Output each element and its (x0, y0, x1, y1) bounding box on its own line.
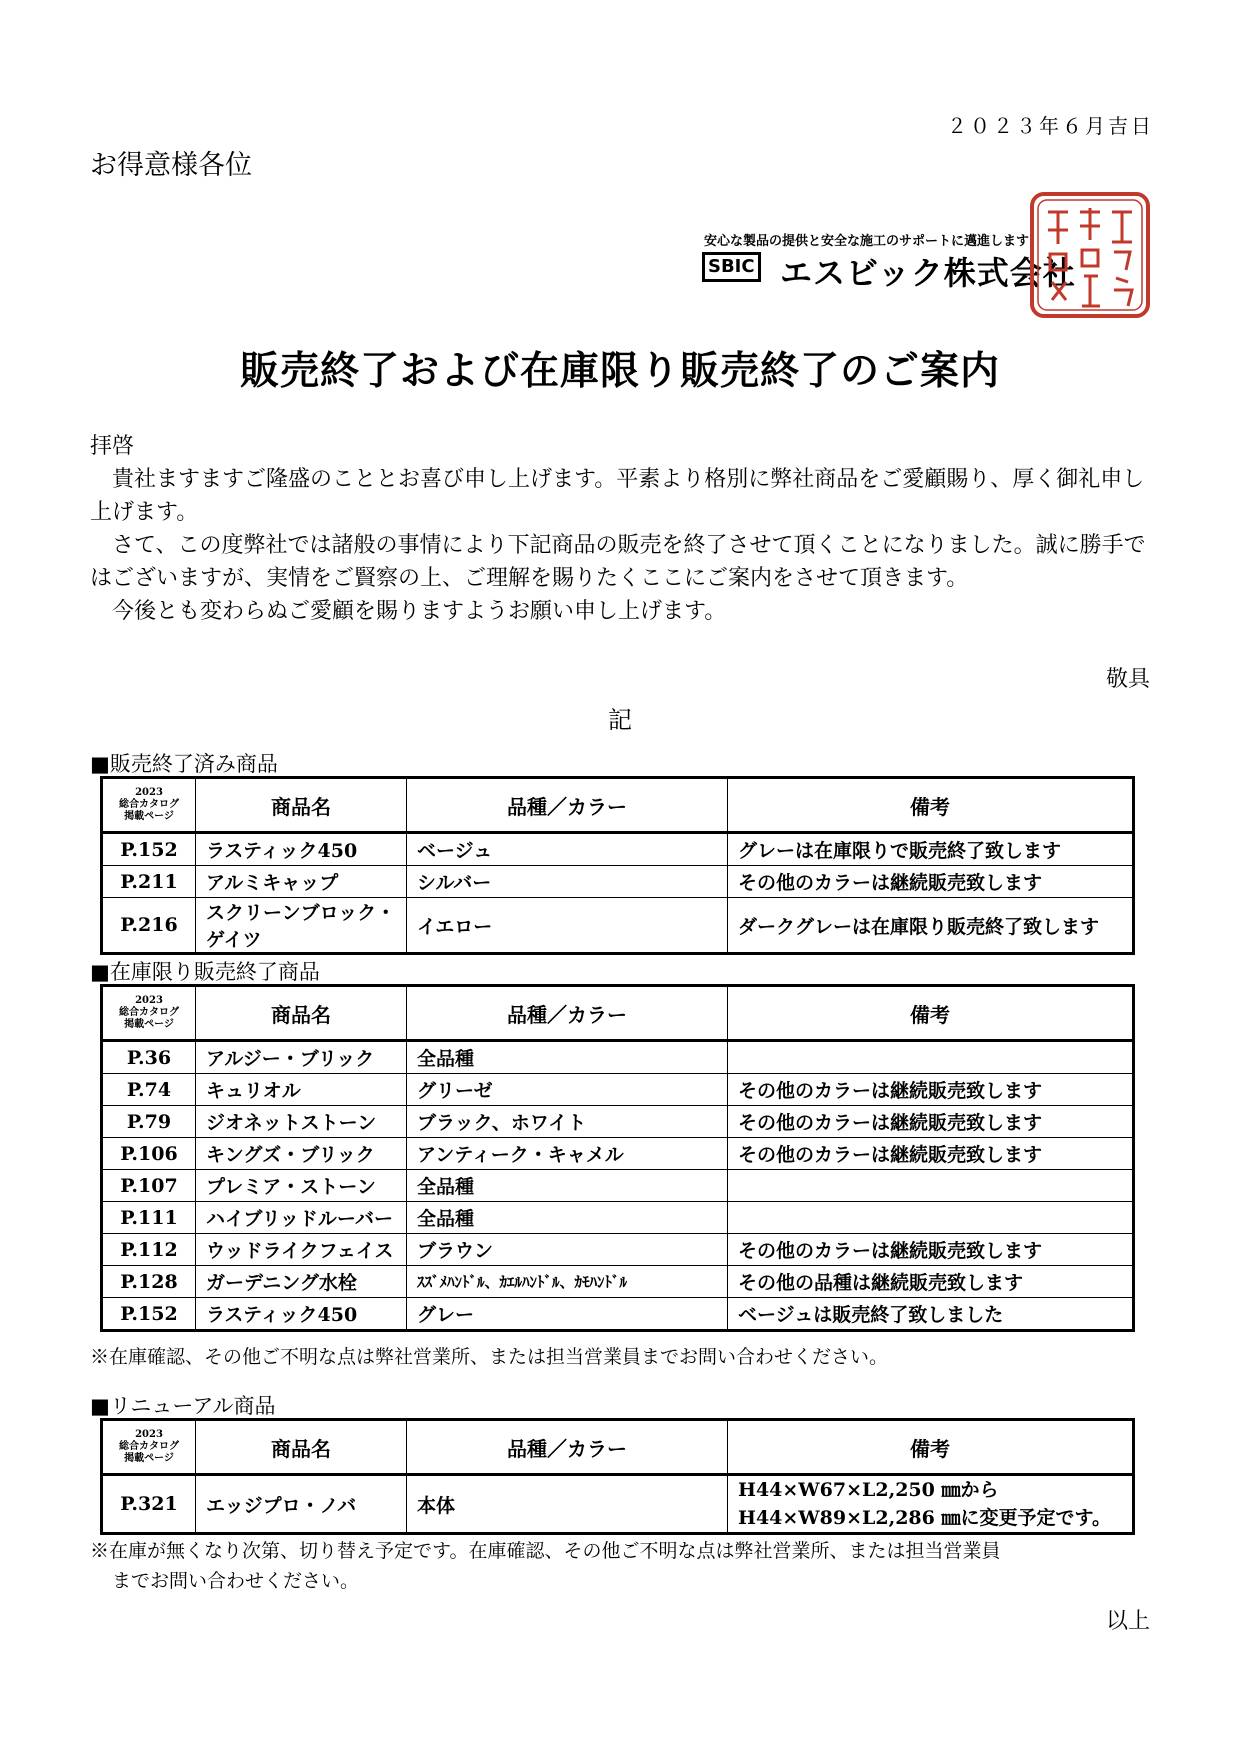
table-row: P.112 ウッドライクフェイス ブラウン その他のカラーは継続販売致します (102, 1234, 1134, 1266)
inquiry-note: ※在庫確認、その他ご不明な点は弊社営業所、または担当営業員までお問い合わせください。 (90, 1346, 889, 1368)
name-header: 商品名 (196, 986, 407, 1041)
table-row: P.106 キングズ・ブリック アンティーク・キャメル その他のカラーは継続販売致します (102, 1138, 1134, 1170)
remarks-header: 備考 (728, 778, 1134, 833)
renewal-note: ※在庫が無くなり次第、切り替え予定です。在庫確認、その他ご不明な点は弊社営業所、または担当営業員 までお問い合わせください。 (90, 1540, 1001, 1592)
name-header: 商品名 (196, 778, 407, 833)
document-title: 販売終了および在庫限り販売終了のご案内 (239, 349, 1000, 394)
renewal-table (100, 1418, 1135, 1535)
remarks-header: 備考 (728, 1420, 1134, 1475)
table-row: P.152 ラスティック450 ベージュ グレーは在庫限りで販売終了致します (102, 833, 1134, 866)
color-header: 品種／カラー (407, 778, 728, 833)
company-seal-icon (1028, 190, 1152, 320)
company-block (698, 190, 1158, 340)
letter-opening: 拝啓 (90, 434, 135, 459)
color-header: 品種／カラー (407, 1420, 728, 1475)
color-header: 品種／カラー (407, 986, 728, 1041)
section-heading-renewal: ■リニューアル商品 (90, 1394, 276, 1418)
company-name: エスビック株式会社 (780, 254, 1076, 292)
addressee: お得意様各位 (90, 150, 252, 181)
document-date: ２０２３年６月吉日 (947, 114, 1154, 138)
table-row: P.321 エッジプロ・ノバ 本体 H44×W67×L2,250 ㎜から H44×W89×L2,286 ㎜に変更予定です。 (102, 1475, 1134, 1534)
table-row: P.111 ハイブリッドルーバー 全品種 (102, 1202, 1134, 1234)
ki-heading: 記 (608, 706, 632, 734)
catalog-page-header: 2023 総合カタログ 掲載ページ (102, 986, 196, 1041)
section-heading-stock-limited: ■在庫限り販売終了商品 (90, 960, 320, 984)
table-row: P.152 ラスティック450 グレー ベージュは販売終了致しました (102, 1298, 1134, 1331)
renewal-remarks: H44×W67×L2,250 ㎜から H44×W89×L2,286 ㎜に変更予定です。 (728, 1475, 1134, 1534)
letter-end: 以上 (1105, 1609, 1150, 1634)
table-row: P.216 スクリーンブロック・ゲイツ イエロー ダークグレーは在庫限り販売終了致します (102, 898, 1134, 954)
table-row: P.74 キュリオル グリーゼ その他のカラーは継続販売致します (102, 1074, 1134, 1106)
company-tagline: 安心な製品の提供と安全な施工のサポートに邁進します (704, 234, 1030, 249)
discontinued-table (100, 776, 1135, 955)
table-row: P.107 プレミア・ストーン 全品種 (102, 1170, 1134, 1202)
letter-paragraph: さて、この度弊社では諸般の事情により下記商品の販売を終了させて頂くことになりました。誠に勝手ではございますが、実情をご賢察の上、ご理解を賜りたくここにご案内をさせて頂きます。 (90, 533, 1146, 591)
letter-closing: 敬具 (1105, 667, 1150, 692)
catalog-page-header: 2023 総合カタログ 掲載ページ (102, 1420, 196, 1475)
section-heading-discontinued: ■販売終了済み商品 (90, 752, 278, 776)
name-header: 商品名 (196, 1420, 407, 1475)
letter-paragraph: 今後とも変わらぬご愛顧を賜りますようお願い申し上げます。 (112, 599, 727, 624)
letter-paragraph: 貴社ますますご隆盛のこととお喜び申し上げます。平素より格別に弊社商品をご愛顧賜り、厚く御礼申し上げます。 (90, 467, 1145, 525)
table-row: P.211 アルミキャップ シルバー その他のカラーは継続販売致します (102, 866, 1134, 898)
table-row: P.36 アルジー・ブリック 全品種 (102, 1041, 1134, 1074)
table-row: P.128 ガーデニング水栓 ｽｽﾞﾒﾊﾝﾄﾞﾙ、ｶｴﾙﾊﾝﾄﾞﾙ、ｶﾓﾊﾝﾄﾞﾙ その他の品種は継続販売致します (102, 1266, 1134, 1298)
stock-limited-table (100, 984, 1135, 1332)
remarks-header: 備考 (728, 986, 1134, 1041)
table-row: P.79 ジオネットストーン ブラック、ホワイト その他のカラーは継続販売致します (102, 1106, 1134, 1138)
company-logo: SBIC (702, 252, 761, 282)
letter-body (90, 430, 1150, 628)
catalog-page-header: 2023 総合カタログ 掲載ページ (102, 778, 196, 833)
